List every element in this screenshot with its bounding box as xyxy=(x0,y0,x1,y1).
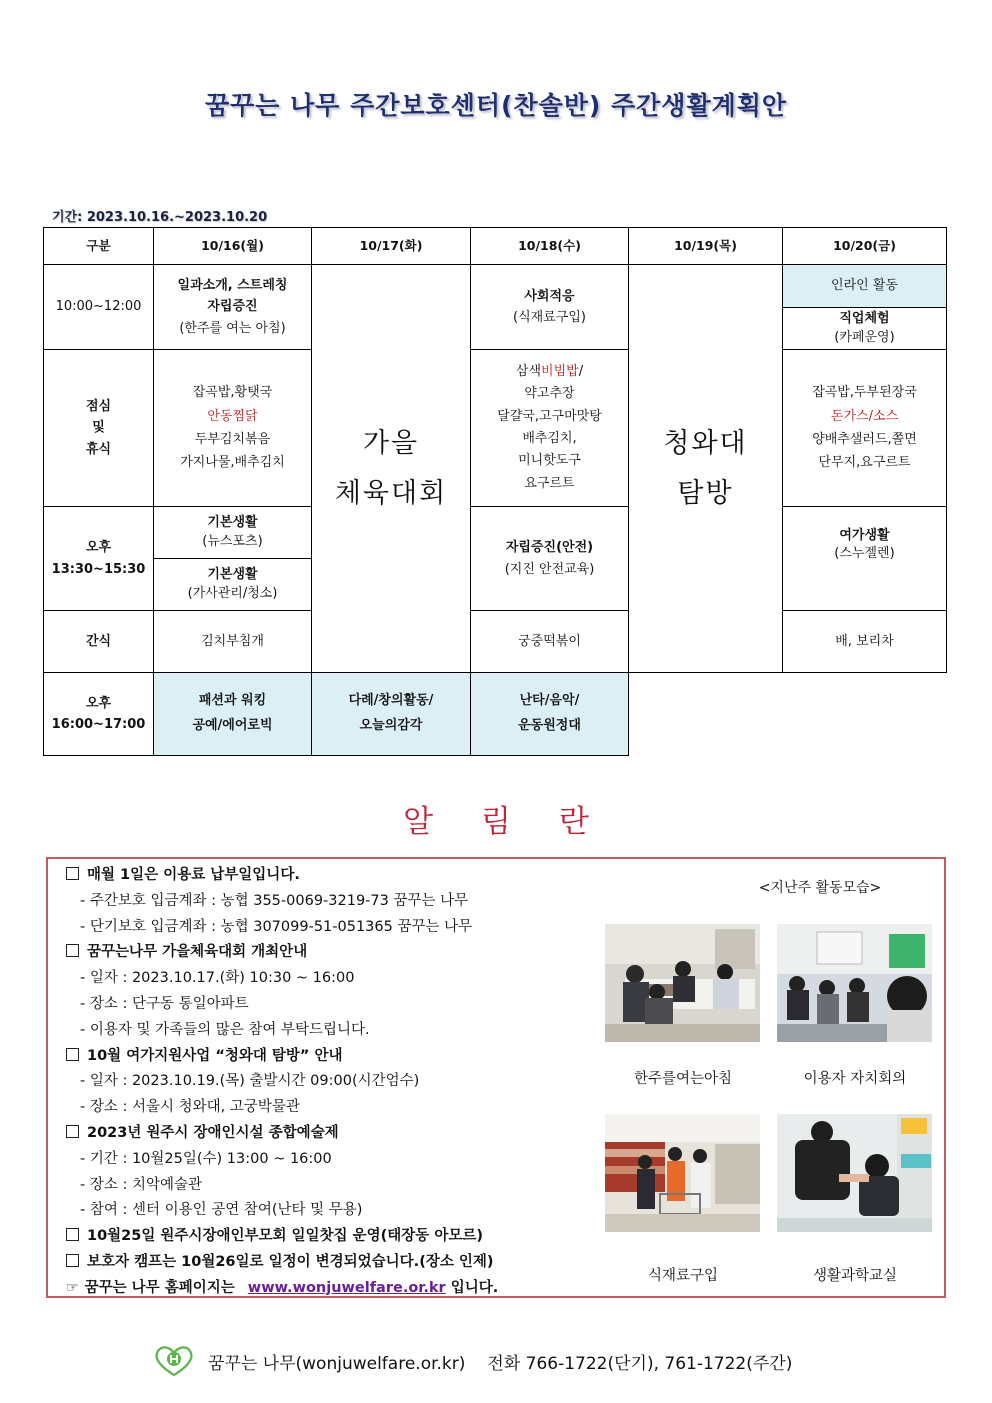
mon-pm1a: 기본생활 (뉴스포츠) xyxy=(154,507,312,559)
table-row xyxy=(44,265,947,308)
checkbox-square-icon xyxy=(66,944,79,957)
table-header-row xyxy=(44,228,947,265)
notice-text: 매월 1일은 이용료 납부일입니다. xyxy=(87,867,300,883)
table-row xyxy=(44,350,947,507)
checkbox-square-icon xyxy=(66,1125,79,1138)
photo-label: 한주를여는아침 xyxy=(633,1071,733,1087)
homepage-post: 입니다. xyxy=(450,1279,499,1296)
checkbox-square-icon xyxy=(66,1254,79,1267)
footer-phone: 전화 766-1722(단기), 761-1722(주간) xyxy=(487,1353,793,1374)
wed-pm2: 다례/창의활동/ 오늘의감각 xyxy=(312,673,471,756)
notice-text: - 일자 : 2023.10.17.(화) 10:30 ~ 16:00 xyxy=(80,970,355,987)
mon-morning: 일과소개, 스트레칭 자립증진 (한주를 여는 아침) xyxy=(154,265,312,350)
notice-detail xyxy=(66,1198,606,1224)
notice-text: - 장소 : 치악예술관 xyxy=(80,1176,202,1193)
photo-label: 식재료구입 xyxy=(647,1268,719,1284)
homepage-line xyxy=(66,1276,606,1302)
notice-text: - 장소 : 단구동 통일아파트 xyxy=(80,995,249,1012)
fri-pm2: 난타/음악/ 운동원정대 xyxy=(471,673,629,756)
notice-box xyxy=(46,857,946,1298)
row-label-afternoon2: 오후 16:00~17:00 xyxy=(44,673,154,756)
page-title: 꿈꾸는 나무 주간보호센터(찬솔반) 주간생활계획안 xyxy=(204,91,788,120)
notice-list xyxy=(66,863,606,1302)
notice-detail xyxy=(66,1095,606,1121)
heart-logo-icon xyxy=(152,1345,196,1377)
mon-lunch: 잡곡밥,황탯국 안동찜닭 두부김치볶음 가지나물,배추김치 xyxy=(154,350,312,507)
header-cell: 10/19(목) xyxy=(629,228,783,265)
notice-detail xyxy=(66,966,606,992)
photo-label: 생활과학교실 xyxy=(812,1268,898,1284)
homepage-pre: 꿈꾸는 나무 홈페이지는 xyxy=(84,1279,235,1296)
header-cell: 10/18(수) xyxy=(471,228,629,265)
period: 기간: 2023.10.16.~2023.10.20 xyxy=(52,210,268,225)
notice-text: 10월 여가지원사업 “청와대 탐방” 안내 xyxy=(87,1047,343,1064)
notice-detail xyxy=(66,1018,606,1044)
row-label-morning: 10:00~12:00 xyxy=(44,265,154,350)
notice-heading xyxy=(66,1044,606,1070)
notice-text: 10월25일 원주시장애인부모회 일일찻집 운영(태장동 아모르) xyxy=(87,1228,483,1245)
pointing-hand-icon: ☞ xyxy=(66,1279,79,1296)
wed-snack: 궁중떡볶이 xyxy=(471,611,629,673)
schedule-table xyxy=(43,227,947,756)
checkbox-square-icon xyxy=(66,1228,79,1241)
table-row xyxy=(44,507,947,559)
footer-org: 꿈꾸는 나무(wonjuwelfare.or.kr) xyxy=(208,1353,466,1374)
header-cell: 10/17(화) xyxy=(312,228,471,265)
photo-week-opening xyxy=(605,924,760,1042)
notice-text: - 이용자 및 가족들의 많은 참여 부탁드립니다. xyxy=(80,1021,370,1038)
notice-text: - 참여 : 센터 이용인 공연 참여(난타 및 무용) xyxy=(80,1202,363,1219)
notice-detail xyxy=(66,992,606,1018)
fri-snack: 배, 보리차 xyxy=(783,611,947,673)
mon-snack: 김치부침개 xyxy=(154,611,312,673)
row-label-lunch: 점심 및 휴식 xyxy=(44,350,154,507)
notice-detail xyxy=(66,915,606,941)
thu-all-day: 청와대 탐방 xyxy=(629,265,783,673)
notice-text: - 주간보호 입금계좌 : 농협 355-0069-3219-73 꿈꾸는 나무 xyxy=(80,892,469,909)
tue-all-day: 가을 체육대회 xyxy=(312,265,471,673)
wed-lunch: 삼색비빔밥/ 약고추장 달걀국,고구마맛탕 배추김치, 미니핫도구 요구르트 xyxy=(471,350,629,507)
notice-text: - 일자 : 2023.10.19.(목) 출발시간 09:00(시간엄수) xyxy=(80,1073,420,1090)
mon-pm2: 패션과 워킹 공예/에어로빅 xyxy=(154,673,312,756)
table-row xyxy=(44,673,947,756)
notice-heading xyxy=(66,1121,606,1147)
notice-detail xyxy=(66,1173,606,1199)
fri-morning-a: 인라인 활동 xyxy=(783,265,947,308)
checkbox-square-icon xyxy=(66,1048,79,1061)
notice-heading xyxy=(66,863,606,889)
wed-pm1: 자립증진(안전) (지진 안전교육) xyxy=(471,507,629,611)
fri-lunch: 잡곡밥,두부된장국 돈가스/소스 양배추샐러드,쫄면 단무지,요구르트 xyxy=(783,350,947,507)
header-cell: 10/16(월) xyxy=(154,228,312,265)
fri-pm1: 여가생활 (스누젤렌) xyxy=(783,507,947,611)
notice-detail xyxy=(66,889,606,915)
notice-title: 알림란 xyxy=(403,804,637,840)
notice-heading xyxy=(66,1250,606,1276)
photos-caption: <지난주 활동모습> xyxy=(758,880,882,896)
photo-self-meeting xyxy=(777,924,932,1042)
photo-grocery xyxy=(605,1114,760,1232)
photo-science-class xyxy=(777,1114,932,1232)
footer xyxy=(152,1345,792,1377)
photo-label: 이용자 자치회의 xyxy=(803,1071,907,1087)
notice-heading xyxy=(66,940,606,966)
header-cell: 구분 xyxy=(44,228,154,265)
table-row xyxy=(44,611,947,673)
notice-text: - 장소 : 서울시 청와대, 고궁박물관 xyxy=(80,1099,300,1116)
notice-text: 2023년 원주시 장애인시설 종합예술제 xyxy=(87,1124,339,1141)
fri-morning-b: 직업체험 (카페운영) xyxy=(783,308,947,350)
notice-detail xyxy=(66,1069,606,1095)
row-label-afternoon1: 오후 13:30~15:30 xyxy=(44,507,154,611)
notice-text: - 기간 : 10월25일(수) 13:00 ~ 16:00 xyxy=(80,1150,332,1167)
mon-pm1b: 기본생활 (가사관리/청소) xyxy=(154,559,312,611)
notice-text: 꿈꾸는나무 가을체육대회 개최안내 xyxy=(87,944,308,961)
homepage-link[interactable]: www.wonjuwelfare.or.kr xyxy=(247,1279,446,1296)
row-label-snack: 간식 xyxy=(44,611,154,673)
notice-detail xyxy=(66,1147,606,1173)
header-cell: 10/20(금) xyxy=(783,228,947,265)
notice-text: - 단기보호 입금계좌 : 농협 307099-51-051365 꿈꾸는 나무 xyxy=(80,918,473,935)
notice-heading xyxy=(66,1224,606,1250)
notice-text: 보호자 캠프는 10월26일로 일정이 변경되었습니다.(장소 인제) xyxy=(87,1253,494,1270)
wed-morning: 사회적응 (식재료구입) xyxy=(471,265,629,350)
checkbox-square-icon xyxy=(66,867,79,880)
